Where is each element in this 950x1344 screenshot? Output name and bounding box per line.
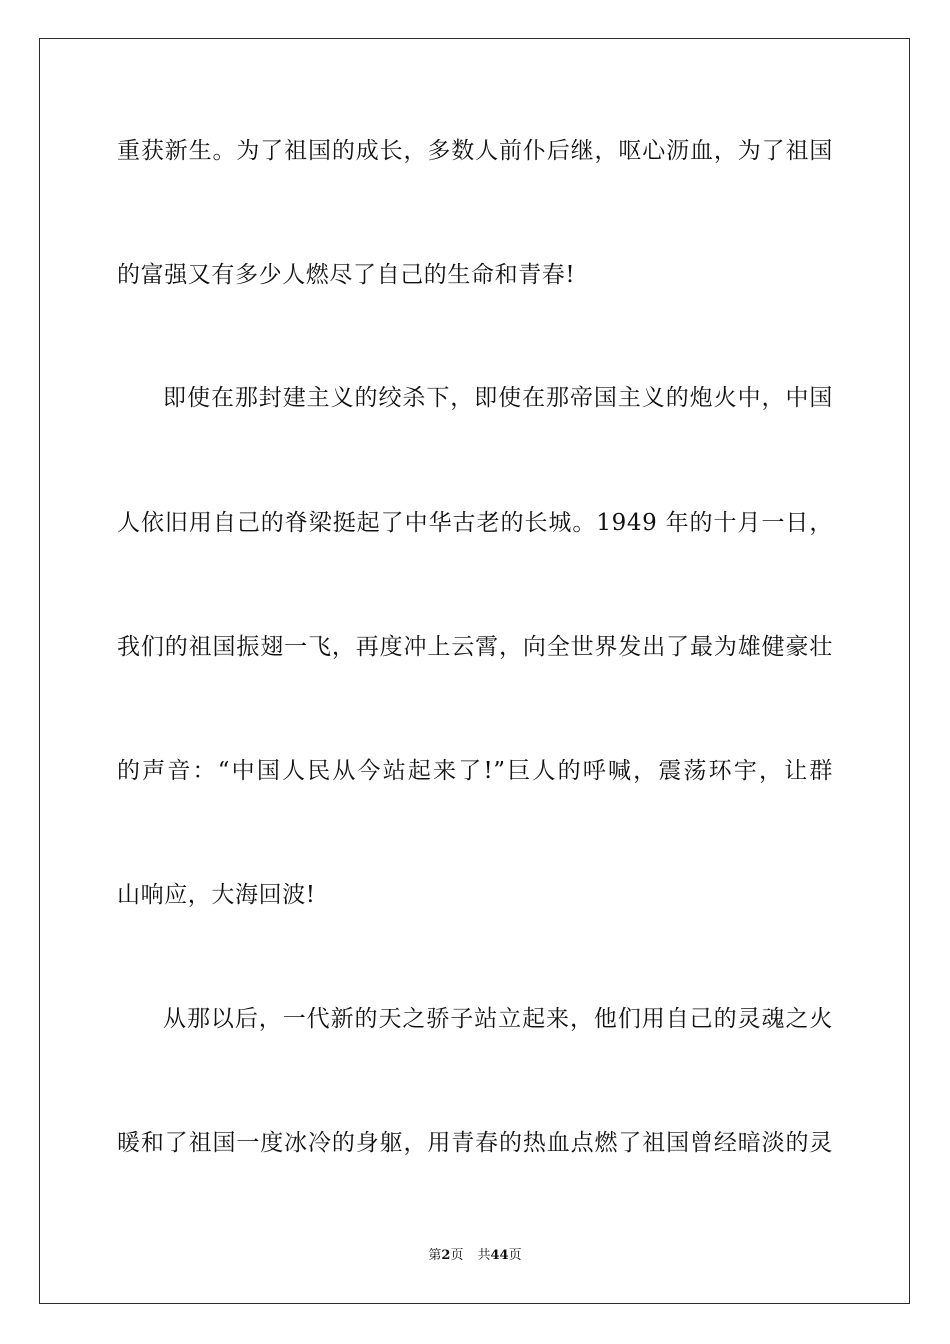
page-prefix: 第	[428, 1248, 442, 1263]
text-line-5: 我们的祖国振翅一飞，再度冲上云霄，向全世界发出了最为雄健豪壮	[117, 634, 833, 660]
text-line-8: 从那以后，一代新的天之骄子站立起来，他们用自己的灵魂之火	[163, 1006, 833, 1032]
total-prefix: 共	[477, 1248, 491, 1263]
text-line-1: 重获新生。为了祖国的成长，多数人前仆后继，呕心沥血，为了祖国	[117, 138, 833, 164]
text-line-6: 的声音：“中国人民从今站起来了!”巨人的呼喊，震荡环宇，让群	[117, 758, 833, 784]
text-line-2: 的富强又有多少人燃尽了自己的生命和青春!	[117, 262, 576, 288]
text-line-9: 暖和了祖国一度冰冷的身躯，用青春的热血点燃了祖国曾经暗淡的灵	[117, 1130, 833, 1156]
text-line-4: 人依旧用自己的脊梁挺起了中华古老的长城。1949 年的十月一日，	[117, 510, 833, 536]
page-suffix: 页	[450, 1248, 464, 1263]
total-suffix: 页	[508, 1248, 522, 1263]
text-line-3: 即使在那封建主义的绞杀下，即使在那帝国主义的炮火中，中国	[163, 385, 833, 411]
page-footer	[0, 1247, 950, 1265]
total-pages: 44	[490, 1248, 509, 1263]
page-number: 2	[441, 1248, 451, 1263]
page-border	[39, 38, 910, 1304]
text-line-7: 山响应，大海回波!	[117, 882, 316, 908]
